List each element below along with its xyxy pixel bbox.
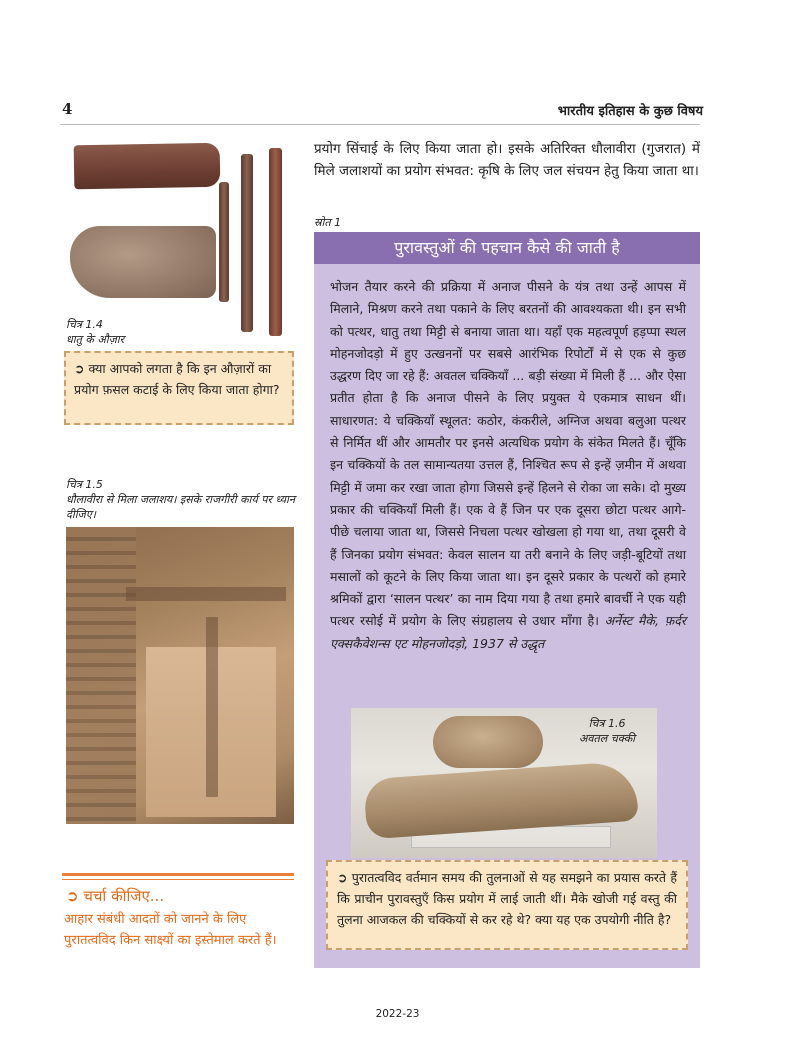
figure-1-6-text: अवतल चक्की	[579, 732, 636, 745]
figure-1-4-text: धातु के औज़ार	[66, 333, 125, 346]
arrow-icon: ➲	[337, 870, 348, 885]
source-text	[330, 276, 686, 655]
source-body: भोजन तैयार करने की प्रक्रिया में अनाज पीसने के यंत्र तथा उन्हें आपस में मिलाने, मिश्रण करने तथा पकाने के लिए बरतनों की आवश्यकता थी। इन सभी को पत्थर, धातु तथा मिट्टी से बनाया जाता था। यहाँ एक महत्वपूर्ण हड़प्पा स्थल मोहनजोदड़ो में हुए उत्खननों पर सबसे आरंभिक रिपोर्टों में से एक से कुछ उद्धरण दिए जा रहे हैं: अवतल चक्कियाँ ... बड़ी संख्या में मिली हैं ... और ऐसा प्रतीत होता है कि अनाज पीसने के लिए प्रयुक्त ये एकमात्र साधन थीं। साधारणत: ये चक्कियाँ स्थूलत: कठोर, कंकरीले, अग्निज अथवा बलुआ पत्थर से निर्मित थीं और आमतौर पर इनसे अत्यधिक प्रयोग के संकेत मिलते हैं। चूँकि इन चक्कियों के तल सामान्यतया उत्तल हैं, निश्चित रूप से इन्हें ज़मीन में अथवा मिट्टी में जमा कर रखा जाता होगा जिससे इन्हें हिलने से रोका जा सके। दो मुख्य प्रकार की चक्कियाँ मिली हैं। एक वे हैं जिन पर एक दूसरा छोटा पत्थर आगे-पीछे चलाया जाता था, जिससे निचला पत्थर खोखला हो गया था, तथा दूसरी वे हैं जिनका प्रयोग संभवत: केवल सालन या तरी बनाने के लिए जड़ी-बूटियों तथा मसालों को कूटने के लिए किया जाता था। इन दूसरे प्रकार के पत्थरों को हमारे श्रमिकों द्वारा ‘सालन पत्थर’ का नाम दिया गया है तथा हमारे बावर्ची ने एक यही पत्थर रसोई में प्रयोग के लिए संग्रहालय से उधार माँगा है।	[330, 279, 686, 629]
question-box-tools	[64, 351, 294, 425]
figure-1-5-caption	[66, 477, 296, 522]
reservoir-photo	[66, 527, 294, 824]
saddle-quern-photo	[351, 708, 657, 858]
intro-paragraph: प्रयोग सिंचाई के लिए किया जाता हो। इसके अतिरिक्त धौलावीरा (गुजरात) में मिले जलाशयों का प्रयोग संभवत: कृषि के लिए जल संचयन हेतु किया जाता था।	[314, 141, 700, 179]
discussion-text: आहार संबंधी आदतों को जानने के लिए पुरातत्वविद किन साक्ष्यों का इस्तेमाल करते हैं।	[64, 912, 277, 948]
reservoir-steps	[66, 527, 136, 824]
metal-tools-photo	[66, 140, 296, 340]
source-box	[314, 232, 700, 968]
question-box-mackay	[326, 860, 688, 950]
arrow-icon: ➲	[74, 361, 85, 376]
source-title: पुरावस्तुओं की पहचान कैसे की जाती है	[314, 232, 700, 264]
discussion-title	[66, 886, 164, 906]
discussion-heading: चर्चा कीजिए...	[83, 887, 165, 905]
figure-1-4-caption	[66, 317, 124, 347]
source-label: स्रोत 1	[314, 216, 342, 229]
running-head: भारतीय इतिहास के कुछ विषय	[557, 104, 703, 119]
figure-1-6-number: चित्र 1.6	[588, 717, 626, 730]
figure-1-4-number: चित्र 1.4	[66, 318, 103, 331]
header-divider	[60, 124, 700, 125]
footer-year: 2022-23	[375, 1008, 420, 1020]
quern-grinding-stone	[433, 716, 543, 768]
long-rod-tool	[241, 154, 253, 332]
flat-axe-tool	[74, 143, 221, 190]
short-rod-tool	[219, 182, 229, 302]
broad-axe-tool	[70, 226, 216, 298]
source-citation: अर्नेस्ट मैके, फ़र्दर एक्सकैवेशन्स एट मोहनजोदड़ो, 1937 से उद्धृत	[330, 613, 686, 651]
longest-rod-tool	[269, 148, 282, 336]
figure-1-5-number: चित्र 1.5	[66, 478, 103, 491]
arrow-icon: ➲	[66, 887, 79, 905]
discussion-rule	[62, 879, 294, 880]
discussion-rule	[62, 873, 294, 876]
figure-1-5-text: धौलावीरा से मिला जलाशय। इसके राजगीरी कार्य पर ध्यान दीजिए।	[66, 493, 295, 521]
reservoir-wall	[126, 587, 286, 601]
figure-1-6-caption	[579, 716, 635, 746]
question-text: पुरातत्वविद वर्तमान समय की तुलनाओं से यह समझने का प्रयास करते हैं कि प्राचीन पुरावस्तुएँ किस प्रयोग में लाई जाती थीं। मैके खोजी गई वस्तु की तुलना आजकल की चक्कियों से कर रहे थे? क्या यह एक उपयोगी नीति है?	[337, 870, 677, 927]
reservoir-wall	[206, 617, 218, 797]
question-text: क्या आपको लगता है कि इन औज़ारों का प्रयोग फ़सल कटाई के लिए किया जाता होगा?	[74, 361, 280, 397]
page-number: 4	[62, 100, 73, 118]
